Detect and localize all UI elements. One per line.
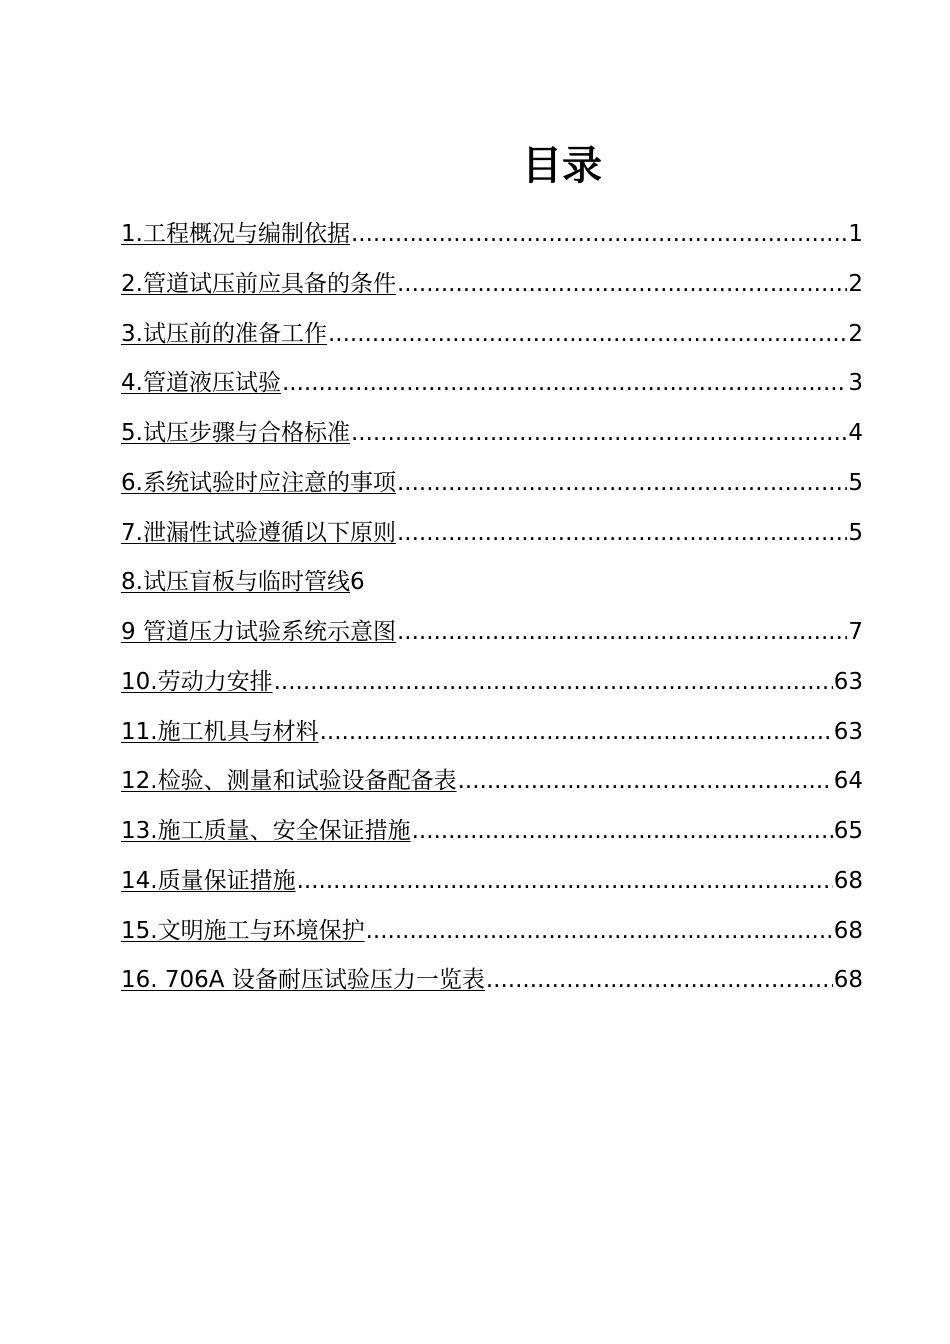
toc-entry-text[interactable]: 16. 706A 设备耐压试验压力一览表 — [121, 967, 485, 994]
toc-page-number: 1 — [848, 221, 863, 247]
toc-entry-13[interactable] — [121, 809, 863, 859]
toc-leader-dots — [282, 361, 847, 405]
toc-page-number: 68 — [833, 917, 863, 944]
toc-entry-2[interactable] — [121, 262, 863, 312]
toc-entry-7[interactable] — [121, 511, 863, 561]
toc-leader-dots — [297, 859, 833, 903]
toc-page-number: 4 — [848, 420, 863, 446]
toc-page-number: 63 — [833, 718, 863, 745]
toc-page-number: 3 — [848, 370, 863, 397]
toc-entry-text[interactable]: 6.系统试验时应注意的事项 — [121, 469, 396, 496]
toc-page-number: 64 — [833, 768, 863, 795]
toc-title: 目录 — [522, 143, 602, 189]
toc-entry-5[interactable] — [121, 411, 863, 461]
toc-leader-dots — [486, 958, 833, 1002]
toc-page-number: 68 — [833, 867, 863, 894]
toc-entry-text[interactable]: 7.泄漏性试验遵循以下原则 — [121, 519, 396, 546]
toc-entry-text[interactable]: 8.试压盲板与临时管线 — [121, 569, 350, 596]
toc-page-number: 5 — [848, 519, 863, 546]
toc-entry-text[interactable]: 5.试压步骤与合格标准 — [121, 420, 350, 446]
toc-list — [121, 212, 863, 1008]
toc-page-number: 6 — [349, 569, 365, 596]
toc-entry-text[interactable]: 4.管道液压试验 — [121, 370, 281, 397]
toc-entry-text[interactable]: 12.检验、测量和试验设备配备表 — [121, 768, 457, 795]
toc-entry-12[interactable] — [121, 759, 863, 809]
toc-entry-text[interactable]: 1.工程概况与编制依据 — [121, 221, 350, 247]
toc-entry-11[interactable] — [121, 710, 863, 760]
toc-leader-dots — [351, 411, 847, 455]
toc-entry-text[interactable]: 9 管道压力试验系统示意图 — [121, 619, 396, 645]
toc-page-number: 5 — [848, 469, 863, 496]
toc-page-number: 68 — [833, 967, 863, 994]
toc-leader-dots — [397, 461, 847, 505]
toc-entry-text[interactable]: 15.文明施工与环境保护 — [121, 917, 365, 944]
toc-leader-dots — [458, 759, 833, 803]
toc-page-number: 7 — [848, 619, 863, 645]
toc-entry-1[interactable] — [121, 212, 863, 262]
toc-page-number: 2 — [848, 320, 863, 347]
toc-page-number: 2 — [848, 270, 863, 297]
toc-entry-10[interactable] — [121, 660, 863, 710]
toc-leader-dots — [397, 511, 847, 555]
toc-entry-4[interactable] — [121, 361, 863, 411]
toc-entry-16[interactable] — [121, 958, 863, 1008]
toc-leader-dots — [366, 909, 833, 953]
toc-entry-15[interactable] — [121, 909, 863, 959]
toc-leader-dots — [412, 809, 833, 853]
toc-entry-text[interactable]: 14.质量保证措施 — [121, 867, 296, 894]
toc-leader-dots — [397, 262, 847, 306]
toc-entry-text[interactable]: 13.施工质量、安全保证措施 — [121, 818, 411, 844]
toc-entry-6[interactable] — [121, 461, 863, 511]
toc-entry-text[interactable]: 10.劳动力安排 — [121, 668, 273, 695]
toc-entry-text[interactable]: 2.管道试压前应具备的条件 — [121, 270, 396, 297]
toc-leader-dots — [328, 312, 847, 356]
toc-page-number: 63 — [833, 668, 863, 695]
toc-leader-dots — [320, 710, 833, 754]
toc-page-number: 65 — [833, 818, 863, 844]
toc-entry-text[interactable]: 3.试压前的准备工作 — [121, 320, 327, 347]
toc-entry-14[interactable] — [121, 859, 863, 909]
toc-leader-dots — [351, 212, 847, 256]
toc-entry-text[interactable]: 11.施工机具与材料 — [121, 718, 319, 745]
toc-entry-3[interactable] — [121, 312, 863, 362]
toc-leader-dots — [274, 660, 833, 704]
toc-leader-dots — [397, 610, 847, 654]
toc-entry-9[interactable] — [121, 610, 863, 660]
toc-entry-8[interactable] — [121, 560, 863, 610]
